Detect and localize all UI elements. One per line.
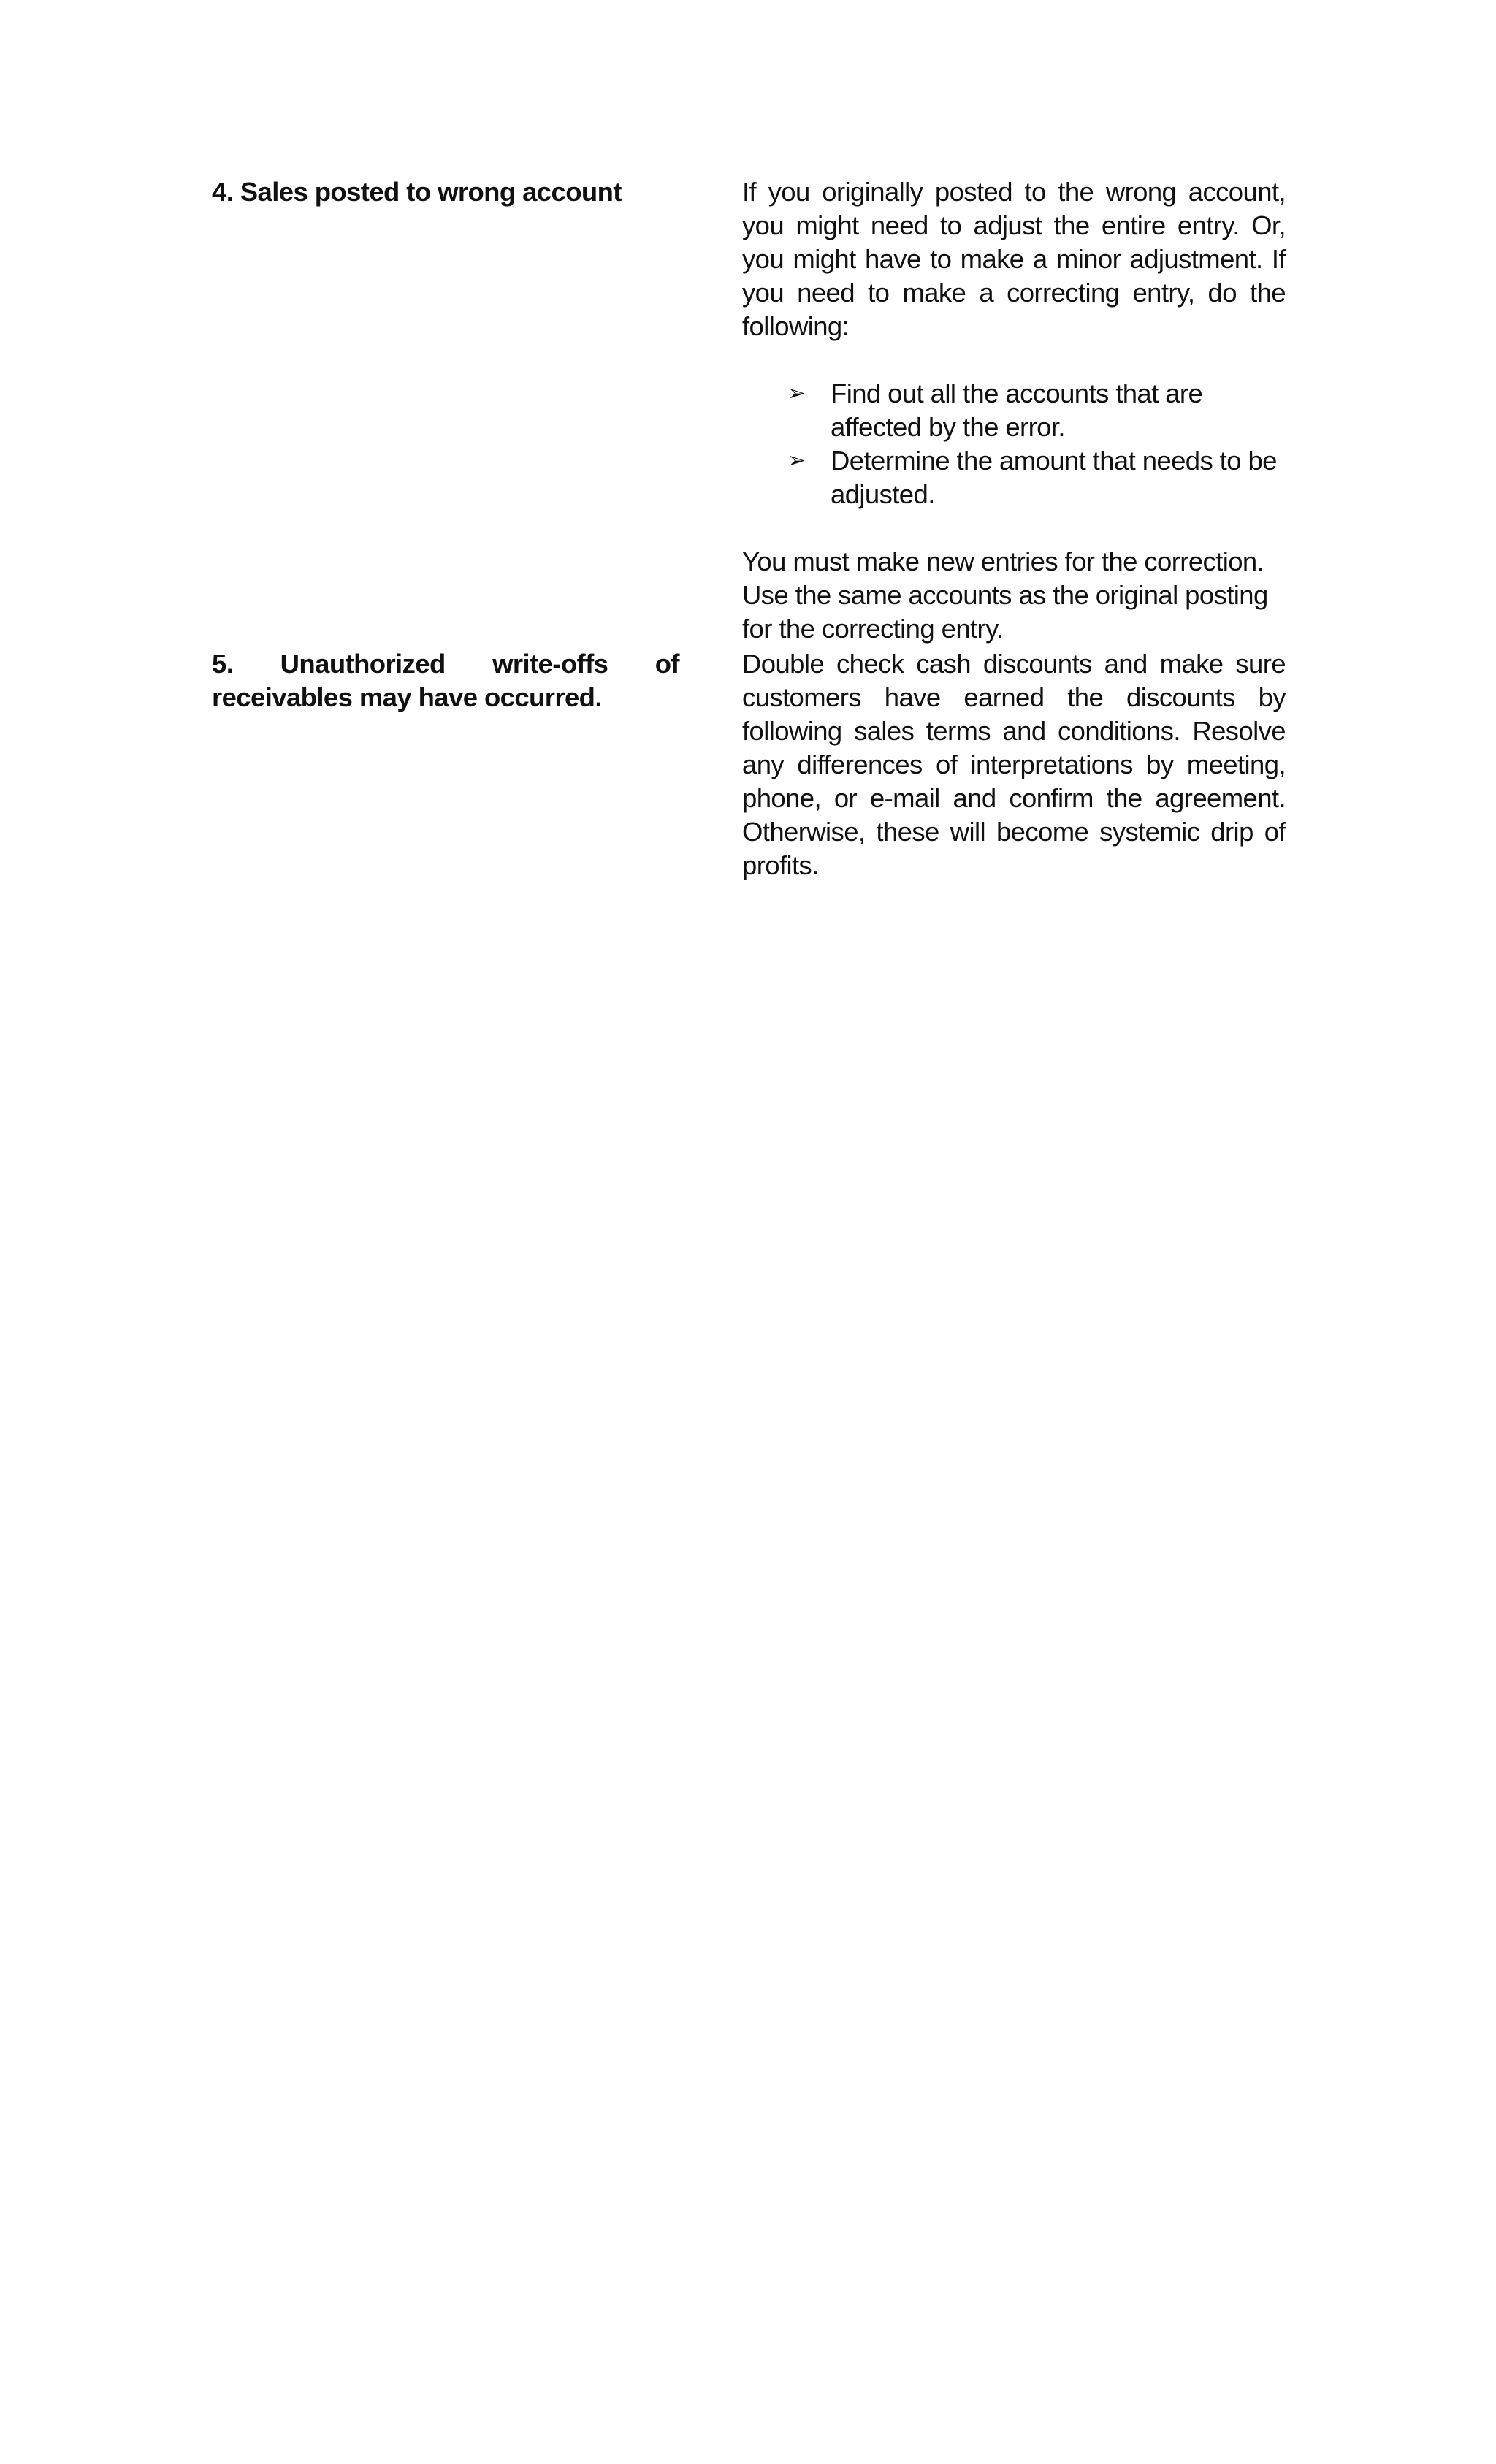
arrowhead-bullet-icon: ➢ [787, 449, 806, 473]
section-unauthorized-write-offs [212, 647, 1293, 882]
section-sales-wrong-account [212, 175, 1293, 646]
section-heading: 5. Unauthorized write-offs of receivables may have occurred. [212, 649, 679, 712]
list-item [787, 377, 1286, 444]
section-heading: 4. Sales posted to wrong account [212, 177, 622, 207]
section-content [742, 175, 1286, 646]
section-body-paragraph: Double check cash discounts and make sure customers have earned the discounts by following sales terms and conditions. Resolve any differences of interpretations by meeting, phone, or e-mail and confirm the agreement. Otherwise, these will become systemic drip of profits. [742, 649, 1286, 880]
bullet-list [742, 377, 1286, 511]
section-content [742, 647, 1286, 882]
section-outro-paragraph: You must make new entries for the correction. Use the same accounts as the original posting for the correcting entry. [742, 546, 1268, 644]
list-item-text: Find out all the accounts that are affected by the error. [831, 378, 1203, 442]
arrowhead-bullet-icon: ➢ [787, 381, 806, 405]
list-item [787, 444, 1286, 511]
list-item-text: Determine the amount that needs to be adjusted. [831, 446, 1277, 509]
section-intro-paragraph: If you originally posted to the wrong account, you might need to adjust the entire entry. Or, you might have to make a minor adjustment. If you need to make a correcting entry, do the following: [742, 177, 1286, 341]
